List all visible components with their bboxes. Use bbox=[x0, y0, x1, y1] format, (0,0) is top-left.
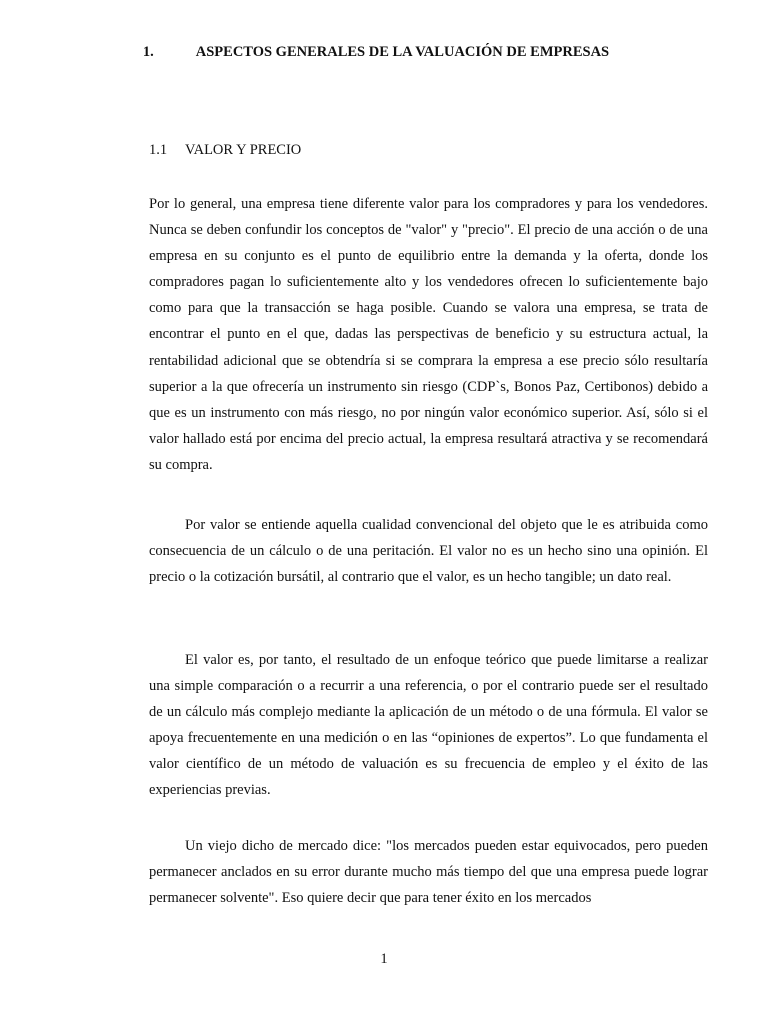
chapter-number: 1. bbox=[142, 44, 154, 60]
chapter-title-text: ASPECTOS GENERALES DE LA VALUACIÓN DE EMPRESAS bbox=[195, 44, 610, 60]
chapter-title bbox=[0, 44, 768, 61]
paragraph-3: El valor es, por tanto, el resultado de un enfoque teórico que puede limitarse a realizar una simple comparación o a recurrir a una referencia, o por el contrario puede ser el resultado de un cálculo más complejo mediante la aplicación de un método o de una fórmula. El valor se apoya frecuentemente en una medición o en las “opiniones de expertos”. Lo que fundamenta el valor científico de un método de valuación es su frecuencia de empleo y el éxito de las experiencias previas. bbox=[149, 652, 708, 799]
paragraph-1: Por lo general, una empresa tiene diferente valor para los compradores y para los vendedores. Nunca se deben confundir los conceptos de "valor" y "precio". El precio de una acción o de una empresa en su conjunto es el punto de equilibrio entre la demanda y la oferta, donde los compradores pagan lo suficientemente alto y los vendedores ofrecen lo suficientemente bajo como para que la transacción se haga posible. Cuando se valora una empresa, se trata de encontrar el punto en el que, dadas las perspectivas de beneficio y su estructura actual, la rentabilidad adicional que se obtendría si se comprara la empresa a ese precio sólo resultaría superior a la que ofrecería un instrumento sin riesgo (CDP`s, Bonos Paz, Certibonos) debido a que es un instrumento con más riesgo, no por ningún valor económico superior. Así, sólo si el valor hallado está por encima del precio actual, la empresa resultará atractiva y se recomendará su compra. bbox=[149, 196, 708, 473]
section-heading bbox=[149, 142, 301, 159]
page-number: 1 bbox=[380, 951, 388, 967]
paragraph-4: Un viejo dicho de mercado dice: "los mercados pueden estar equivocados, pero pueden permanecer anclados en su error durante mucho más tiempo del que una empresa puede lograr permanecer solvente". Eso quiere decir que para tener éxito en los mercados bbox=[149, 838, 708, 907]
section-title: VALOR Y PRECIO bbox=[185, 142, 302, 158]
section-number: 1.1 bbox=[149, 142, 168, 158]
paragraph-2: Por valor se entiende aquella cualidad convencional del objeto que le es atribuida como consecuencia de un cálculo o de una peritación. El valor no es un hecho sino una opinión. El precio o la cotización bursátil, al contrario que el valor, es un hecho tangible; un dato real. bbox=[149, 517, 708, 586]
